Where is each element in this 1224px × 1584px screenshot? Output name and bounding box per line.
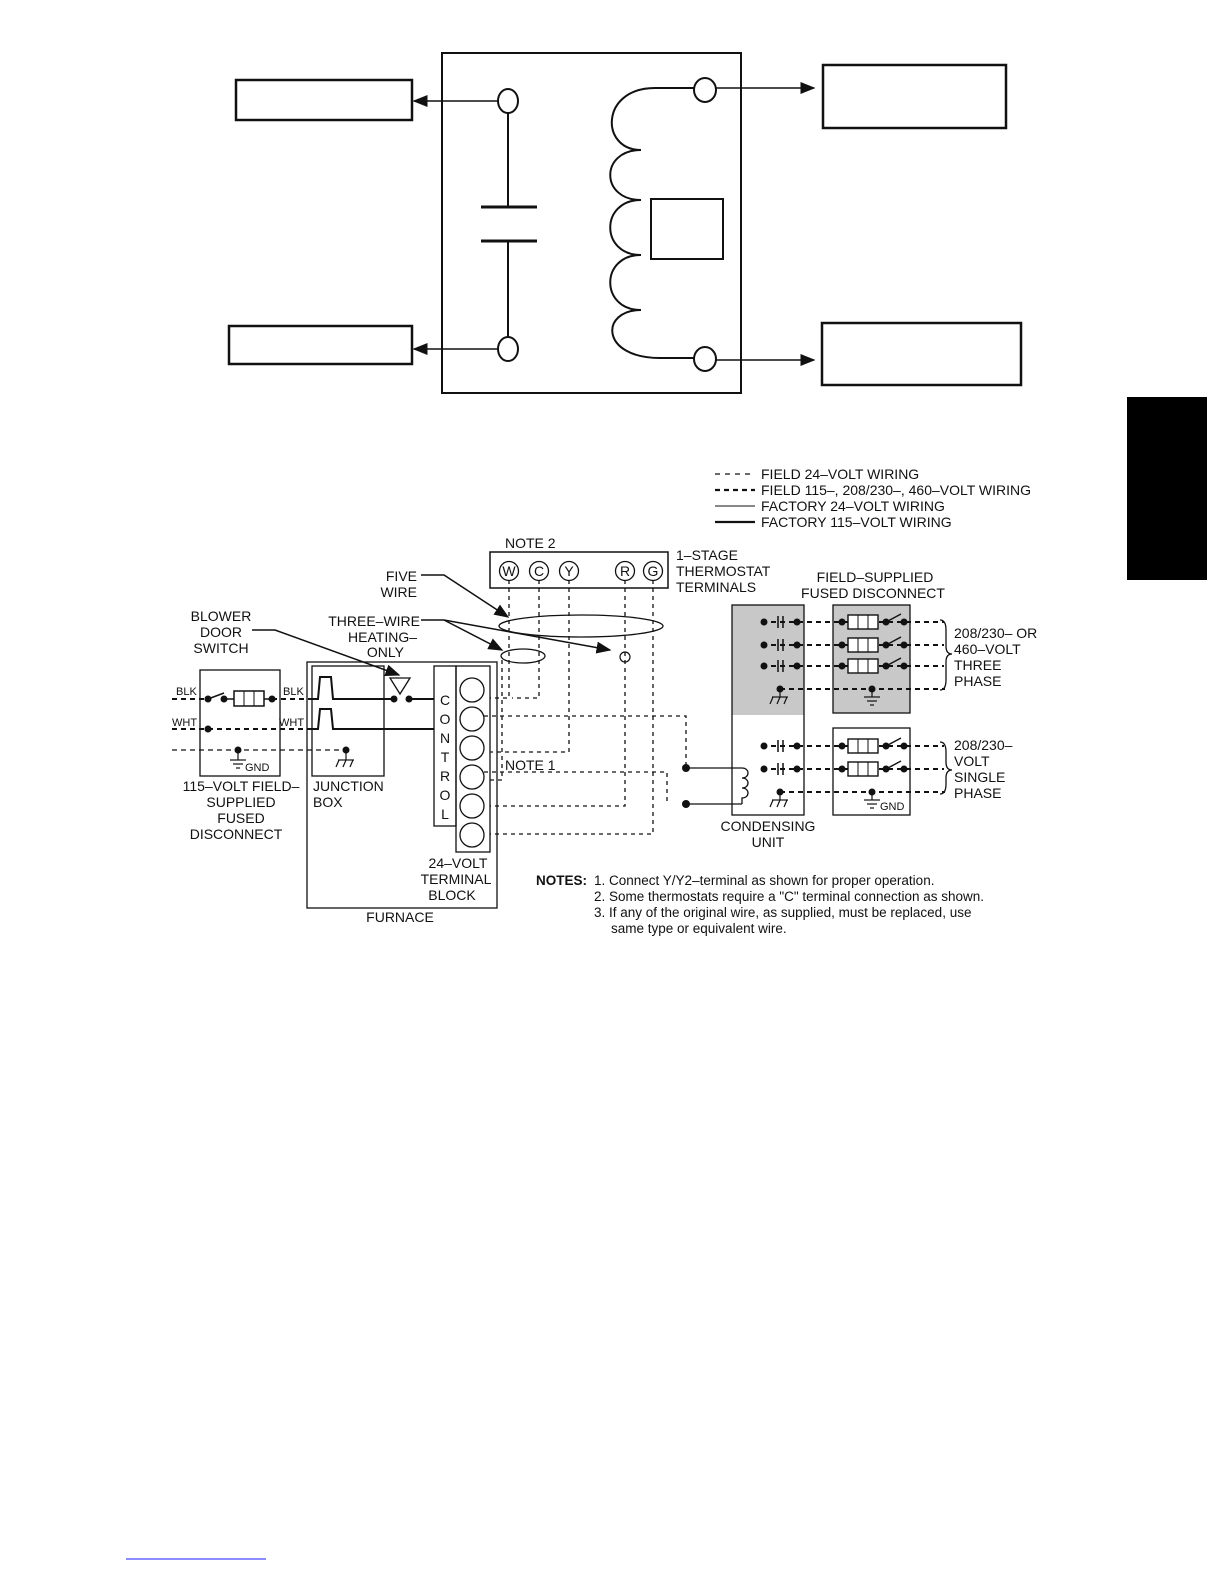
single-phase-label-3: SINGLE xyxy=(954,769,1006,785)
control-letter-o1: O xyxy=(439,711,451,727)
single-phase-label-4: PHASE xyxy=(954,785,1002,801)
three-phase-contact-dot xyxy=(761,642,768,649)
note-3-text: 3. If any of the original wire, as supplied, must be replaced, use xyxy=(594,905,972,920)
wire-g xyxy=(490,580,653,834)
capacitor-terminal-top xyxy=(498,89,518,113)
wire-three-wire-tap xyxy=(490,660,502,780)
three-phase-fuse xyxy=(848,659,878,673)
single-phase-disconnect xyxy=(761,728,1013,815)
single-phase-contact-dot xyxy=(761,743,768,750)
thermostat xyxy=(490,535,771,595)
junction-label-1: JUNCTION xyxy=(313,778,384,794)
thermostat-title-line-1: 1–STAGE xyxy=(676,547,738,563)
gnd-label-115v: GND xyxy=(245,762,270,774)
gnd-label-single-phase: GND xyxy=(880,801,905,813)
junction-connector-wht xyxy=(312,709,434,729)
fuse-115v xyxy=(234,691,264,706)
cu-ground-tine-1ph-1 xyxy=(770,800,773,807)
blower-switch-dot-1 xyxy=(391,696,398,703)
three-phase-fuse-dot xyxy=(839,642,846,649)
top-schematic xyxy=(229,53,1021,393)
single-phase-fuse-dot xyxy=(839,766,846,773)
terminal-screw-2 xyxy=(460,707,484,731)
blank-label-box-top-left xyxy=(236,80,412,120)
three-phase-switch-dot xyxy=(901,619,908,626)
junction-label-2: BOX xyxy=(313,794,343,810)
callout-blower-1: BLOWER xyxy=(190,608,252,624)
single-phase-label-2: VOLT xyxy=(954,753,990,769)
blank-label-box-top-right xyxy=(823,65,1006,128)
three-phase-label-3: THREE xyxy=(954,657,1002,673)
wire-label-wht-in: WHT xyxy=(172,717,198,729)
wht-contact-dot xyxy=(205,726,212,733)
wire-label-blk-out: BLK xyxy=(283,686,304,698)
single-phase-contact-dot xyxy=(761,766,768,773)
three-phase-contact-dot xyxy=(794,663,801,670)
three-phase-switch-dot xyxy=(901,642,908,649)
condensing-unit-label-2: UNIT xyxy=(751,834,785,850)
callout-five-wire-1: FIVE xyxy=(385,568,417,584)
single-phase-brace xyxy=(940,742,952,794)
condensing-unit xyxy=(721,605,816,850)
furnace-label: FURNACE xyxy=(366,909,434,925)
three-phase-contact-dot xyxy=(794,619,801,626)
note-2-text: 2. Some thermostats require a "C" terminal connection as shown. xyxy=(594,889,985,904)
terminal-screw-5 xyxy=(460,794,484,818)
callout-blower-3: SWITCH xyxy=(193,640,249,656)
disconnect-115v-label-4: DISCONNECT xyxy=(189,826,283,842)
callout-three-wire-3: ONLY xyxy=(366,644,404,660)
thermostat-terminal-g xyxy=(644,562,663,581)
three-phase-switch-dot xyxy=(901,663,908,670)
three-phase-contact-dot xyxy=(761,663,768,670)
terminal-label-c: C xyxy=(533,563,545,579)
blank-label-box-bottom-left xyxy=(229,326,412,364)
control-letter-c: C xyxy=(439,692,451,708)
wiring-legend xyxy=(715,466,1031,530)
coil-terminal-top xyxy=(694,78,716,102)
note-1-label: NOTE 1 xyxy=(505,757,556,773)
thermostat-title-line-2: THERMOSTAT xyxy=(676,563,771,579)
single-phase-fuse xyxy=(848,762,878,776)
three-phase-contact-dot xyxy=(761,619,768,626)
inductor-coil xyxy=(610,88,695,358)
control-letter-r: R xyxy=(439,768,451,784)
terminal-screw-6 xyxy=(460,823,484,847)
blank-label-box-bottom-right xyxy=(822,323,1021,385)
control-letter-l: L xyxy=(441,806,449,822)
three-phase-fuse-dot xyxy=(839,619,846,626)
single-phase-contact-dot xyxy=(794,766,801,773)
thermostat-terminal-y xyxy=(560,562,579,581)
thermostat-field-wires xyxy=(490,580,653,834)
control-letter-n: N xyxy=(439,730,451,746)
contactor-coil xyxy=(742,768,748,804)
wire-to-cu-bottom xyxy=(484,772,667,804)
three-phase-fuse-dot xyxy=(839,663,846,670)
callout-leaders xyxy=(252,575,610,675)
note-3-continuation: same type or equivalent wire. xyxy=(611,921,787,936)
field-disconnect-label-2: FUSED DISCONNECT xyxy=(801,585,945,601)
three-phase-label-4: PHASE xyxy=(954,673,1002,689)
junction-gnd-tine-3 xyxy=(350,760,353,767)
terminal-block-label-3: BLOCK xyxy=(428,887,476,903)
terminal-label-r: R xyxy=(619,563,631,579)
terminal-block-label-2: TERMINAL xyxy=(420,871,492,887)
thermostat-terminal-c xyxy=(530,562,549,581)
terminal-screw-3 xyxy=(460,736,484,760)
single-phase-fuse xyxy=(848,739,878,753)
three-phase-label-1: 208/230– OR xyxy=(954,625,1038,641)
callout-blower-2: DOOR xyxy=(200,624,242,640)
wire-c-stub xyxy=(512,580,539,698)
callout-three-wire-2: HEATING– xyxy=(348,629,417,645)
single-phase-switch-blade xyxy=(886,738,901,746)
single-phase-contact-dot xyxy=(794,743,801,750)
cu-ground-tine-1ph-3 xyxy=(784,800,787,807)
terminal-block-label-1: 24–VOLT xyxy=(428,855,488,871)
disconnect-115v-label-1: 115–VOLT FIELD– xyxy=(182,778,300,794)
legend-factory-24v: FACTORY 24–VOLT WIRING xyxy=(761,498,945,514)
single-phase-switch-dot xyxy=(901,766,908,773)
five-wire-leader xyxy=(421,575,508,617)
notes-heading: NOTES: xyxy=(536,873,588,888)
terminal-screw-1 xyxy=(460,678,484,702)
disconnect-115v xyxy=(172,670,346,842)
terminal-label-w: W xyxy=(502,563,516,579)
coil-core-box xyxy=(651,199,723,259)
callout-three-wire-1: THREE–WIRE xyxy=(328,613,420,629)
legend-field-high-voltage: FIELD 115–, 208/230–, 460–VOLT WIRING xyxy=(761,482,1032,498)
condensing-unit-label-1: CONDENSING xyxy=(720,818,816,834)
single-phase-label-1: 208/230– xyxy=(954,737,1013,753)
single-phase-switch-blade xyxy=(886,761,901,769)
single-phase-switch-dot xyxy=(901,743,908,750)
single-phase-lines xyxy=(761,738,945,776)
thermostat-terminal-r xyxy=(616,562,635,581)
disconnect-115v-label-3: FUSED xyxy=(217,810,265,826)
junction-gnd-tine-1 xyxy=(336,760,339,767)
thermostat-title-line-3: TERMINALS xyxy=(676,579,757,595)
field-disconnect-label-1: FIELD–SUPPLIED xyxy=(816,569,934,585)
thermostat-terminal-w xyxy=(500,562,519,581)
notes-block xyxy=(536,873,984,936)
note-2-label: NOTE 2 xyxy=(505,535,556,551)
three-phase-contact-dot xyxy=(794,642,801,649)
section-tab xyxy=(1127,397,1207,580)
furnace xyxy=(307,662,497,925)
three-phase-fuse xyxy=(848,638,878,652)
wire-w xyxy=(490,580,509,698)
single-phase-line-1 xyxy=(761,738,945,753)
coil-terminal-bottom xyxy=(694,347,716,371)
terminal-screw-4 xyxy=(460,765,484,789)
terminal-label-g: G xyxy=(647,563,659,579)
blower-door-switch xyxy=(390,678,410,694)
single-phase-line-2 xyxy=(761,761,945,776)
component-housing xyxy=(442,53,741,393)
control-letter-t: T xyxy=(440,749,450,765)
callout-five-wire-2: WIRE xyxy=(380,584,417,600)
junction-gnd-tine-2 xyxy=(343,760,346,767)
wire-label-wht-out: WHT xyxy=(279,717,305,729)
terminal-label-y: Y xyxy=(564,563,574,579)
three-phase-label-2: 460–VOLT xyxy=(954,641,1021,657)
junction-connector-blk xyxy=(312,677,386,699)
three-wire-leader-r xyxy=(421,620,610,650)
three-phase-fuse xyxy=(848,615,878,629)
control-letter-o2: O xyxy=(439,787,451,803)
capacitor-terminal-bottom xyxy=(498,337,518,361)
legend-factory-115v: FACTORY 115–VOLT WIRING xyxy=(761,514,952,530)
cu-ground-tine-1ph-2 xyxy=(777,800,780,807)
note-1-text: 1. Connect Y/Y2–terminal as shown for proper operation. xyxy=(594,873,935,888)
legend-field-24v: FIELD 24–VOLT WIRING xyxy=(761,466,920,482)
wire-label-blk-in: BLK xyxy=(176,686,197,698)
disconnect-115v-label-2: SUPPLIED xyxy=(206,794,276,810)
three-phase-brace xyxy=(940,620,952,690)
single-phase-fuse-dot xyxy=(839,743,846,750)
